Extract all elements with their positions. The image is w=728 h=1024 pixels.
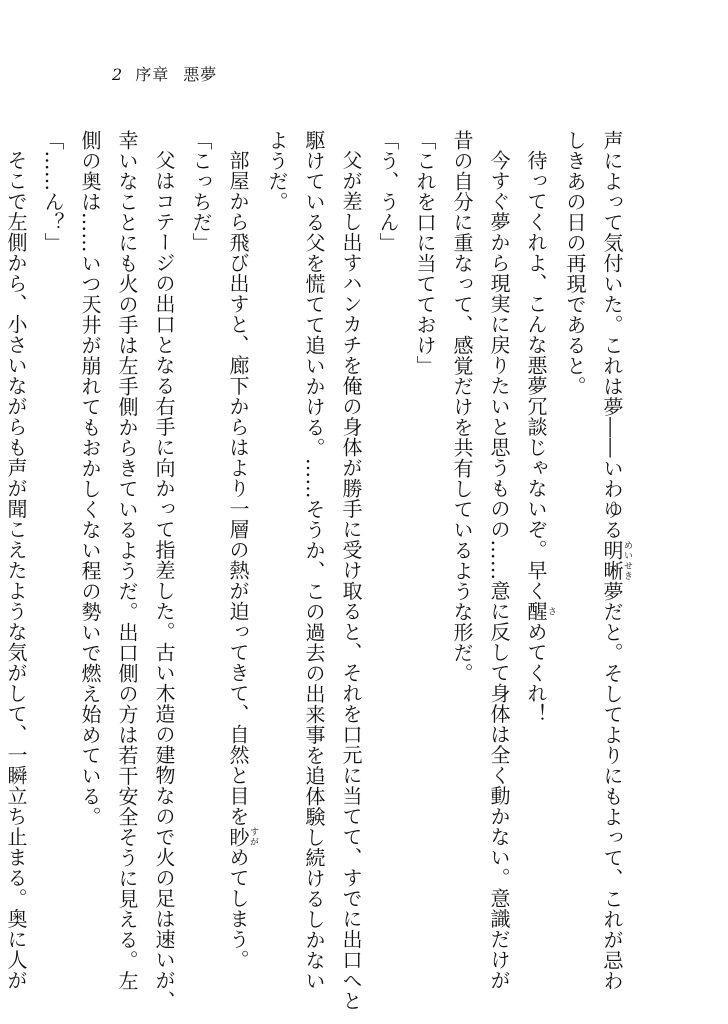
text-line: 幸いなことにも火の手は左手側からきているようだ。出口側の方は若干安全そうに見える。左: [115, 130, 139, 991]
ruby-annotation: 眇すが: [226, 826, 258, 847]
running-header: [112, 62, 217, 85]
page-number: 2: [112, 65, 124, 84]
ruby-annotation: 明晰めいせき: [600, 540, 632, 581]
text-line: 父はコテージの出口となる右手に向かって指差した。古い木造の建物なので火の足は速いが、: [152, 150, 176, 1011]
text-line: 今すぐ夢から現実に戻りたいと思うものの……意に反して身体は全く動かない。意識だけが: [487, 150, 511, 991]
text-line: 部屋から飛び出すと、廊下からはより一層の熱が迫ってきて、自然と目を眇すがめてしまう。: [226, 150, 258, 970]
text-line: 「これを口に当てておけ」: [413, 130, 437, 376]
text-line: 父が差し出すハンカチを俺の身体が勝手に受け取ると、それを口元に当てて、すでに出口へと: [339, 150, 363, 1011]
text-line: 「う、うん」: [376, 130, 400, 253]
text-line: そこで左側から、小さいながらも声が聞こえたような気がして、一瞬立ち止まる。奥に人が: [4, 150, 28, 991]
text-line: 声によって気付いた。これは夢――いわゆる明晰めいせき夢だと。そしてよりにもよって、これが忌わ: [600, 130, 632, 991]
text-line: ようだ。: [265, 130, 289, 212]
text-line: 側の奥は……いつ天井が崩れてもおかしくない程の勢いで燃え始めている。: [78, 130, 102, 827]
ruby-annotation: 醒さ: [524, 601, 556, 622]
chapter-label: 序章: [135, 65, 170, 84]
text-line: 昔の自分に重なって、感覚だけを共有しているような形だ。: [450, 130, 474, 684]
text-line: 「……ん？」: [41, 130, 65, 253]
text-line: 待ってくれよ、こんな悪夢冗談じゃないぞ。早く醒さめてくれ！: [524, 150, 556, 724]
vertical-body-text: [0, 130, 632, 1011]
text-line: 駆けている父を慌てて追いかける。……そうか、この過去の出来事を追体験し続けるしかない: [302, 130, 326, 991]
text-line: 「こっちだ」: [189, 130, 213, 253]
chapter-title: 悪夢: [183, 65, 218, 84]
text-line: しきあの日の再現であると。: [563, 130, 587, 397]
